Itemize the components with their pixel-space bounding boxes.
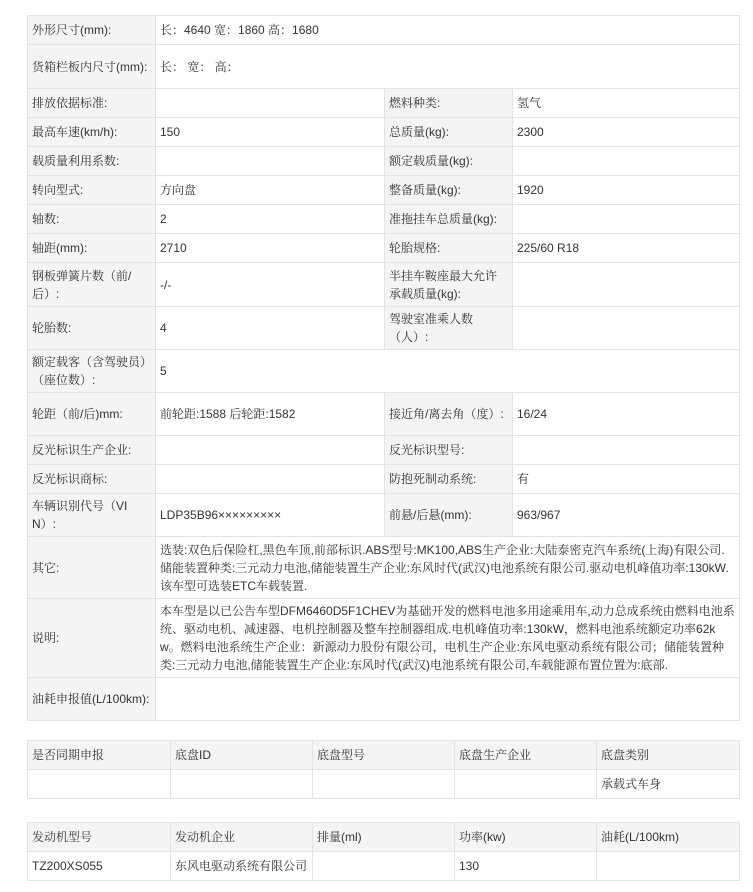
engine-header-cell: 油耗(L/100km) (597, 823, 740, 852)
wheelbase-label: 轴距(mm): (28, 234, 156, 263)
engine-header-cell: 发动机型号 (28, 823, 171, 852)
spec-row (28, 89, 740, 118)
overhang-value: 963/967 (513, 494, 740, 537)
wheelbase-value: 2710 (156, 234, 385, 263)
maxspeed-value: 150 (156, 118, 385, 147)
spec-row-fuel-consumption (28, 678, 740, 721)
description-label: 说明: (28, 599, 156, 678)
engine-cell: TZ200XS055 (28, 852, 171, 881)
spec-row-dimensions (28, 16, 740, 45)
seats-label: 额定载客（含驾驶员）（座位数）: (28, 350, 156, 393)
chassis-cell (28, 770, 171, 799)
engine-cell: 东风电驱动系统有限公司 (171, 852, 313, 881)
chassis-cell (313, 770, 455, 799)
seats-value: 5 (156, 350, 740, 393)
reflbrand-label: 反光标识商标: (28, 465, 156, 494)
totalmass-label: 总质量(kg): (385, 118, 513, 147)
cab-value (513, 307, 740, 350)
overhang-label: 前悬/后悬(mm): (385, 494, 513, 537)
reflmaker-value (156, 436, 385, 465)
abs-label: 防抱死制动系统: (385, 465, 513, 494)
angle-label: 接近角/离去角（度）: (385, 393, 513, 436)
chassis-header-cell: 底盘型号 (313, 741, 455, 770)
spec-row (28, 350, 740, 393)
vehicle-spec-table (27, 15, 740, 721)
other-label: 其它: (28, 537, 156, 599)
fuelcons-label: 油耗申报值(L/100km): (28, 678, 156, 721)
engine-cell (313, 852, 455, 881)
reflmodel-value (513, 436, 740, 465)
chassis-data-row (28, 770, 740, 799)
fuel-value: 氢气 (513, 89, 740, 118)
spec-row (28, 494, 740, 537)
curbmass-value: 1920 (513, 176, 740, 205)
spec-row-cargo (28, 45, 740, 89)
engine-cell: 130 (455, 852, 597, 881)
track-label: 轮距（前/后)mm: (28, 393, 156, 436)
spec-row-description (28, 599, 740, 678)
fuelcons-value (156, 678, 740, 721)
other-value: 选装:双色后保险杠,黑色车顶,前部标识.ABS型号:MK100,ABS生产企业:大陆泰密克汽车系统(上海)有限公司.储能装置种类:三元动力电池,储能装置生产企业:东风时代(武汉)电池系统有限公司.驱动电机峰值功率:130kW.该车型可选装ETC车载装置. (156, 537, 740, 599)
emission-label: 排放依据标准: (28, 89, 156, 118)
tyre-value: 225/60 R18 (513, 234, 740, 263)
chassis-cell: 承载式车身 (597, 770, 740, 799)
reflmodel-label: 反光标识型号: (385, 436, 513, 465)
engine-header-row (28, 823, 740, 852)
trailer-label: 准拖挂车总质量(kg): (385, 205, 513, 234)
vin-value: LDP35B96××××××××× (156, 494, 385, 537)
emission-value (156, 89, 385, 118)
cab-label: 驾驶室准乘人数（人）: (385, 307, 513, 350)
ratedload-value (513, 147, 740, 176)
description-value: 本车型是以已公告车型DFM6460D5F1CHEV为基础开发的燃料电池多用途乘用车,动力总成系统由燃料电池系统、驱动电机、减速器、电机控制器及整车控制器组成.电机峰值功率:130kW，燃料电池系统额定功率62kw。燃料电池系统生产企业：新源动力股份有限公司，电机生产企业:东风电驱动系统有限公司；储能装置种类:三元动力电池,储能装置生产企业:东风时代(武汉)电池系统有限公司,车载能源布置位置为:底部. (156, 599, 740, 678)
spec-row (28, 465, 740, 494)
curbmass-label: 整备质量(kg): (385, 176, 513, 205)
spec-row (28, 263, 740, 307)
reflbrand-value (156, 465, 385, 494)
steering-label: 转向型式: (28, 176, 156, 205)
abs-value: 有 (513, 465, 740, 494)
spec-row-other (28, 537, 740, 599)
spec-row (28, 118, 740, 147)
spec-row (28, 436, 740, 465)
engine-table (27, 822, 740, 881)
totalmass-value: 2300 (513, 118, 740, 147)
loadutil-label: 载质量利用系数: (28, 147, 156, 176)
chassis-header-row (28, 741, 740, 770)
reflmaker-label: 反光标识生产企业: (28, 436, 156, 465)
loadutil-value (156, 147, 385, 176)
spec-row (28, 307, 740, 350)
trailer-value (513, 205, 740, 234)
tyre-label: 轮胎规格: (385, 234, 513, 263)
spec-row (28, 205, 740, 234)
dims-value: 长：4640 宽：1860 高：1680 (156, 16, 740, 45)
engine-header-cell: 功率(kw) (455, 823, 597, 852)
chassis-header-cell: 底盘类别 (597, 741, 740, 770)
spec-row (28, 176, 740, 205)
springs-label: 钢板弹簧片数（前/后）: (28, 263, 156, 307)
dims-label: 外形尺寸(mm): (28, 16, 156, 45)
fuel-label: 燃料种类: (385, 89, 513, 118)
chassis-table (27, 740, 740, 799)
spec-row (28, 234, 740, 263)
axles-label: 轴数: (28, 205, 156, 234)
chassis-cell (171, 770, 313, 799)
engine-cell (597, 852, 740, 881)
track-value: 前轮距:1588 后轮距:1582 (156, 393, 385, 436)
maxspeed-label: 最高车速(km/h): (28, 118, 156, 147)
saddle-label: 半挂车鞍座最大允许承载质量(kg): (385, 263, 513, 307)
chassis-header-cell: 底盘生产企业 (455, 741, 597, 770)
spec-row (28, 393, 740, 436)
engine-header-cell: 发动机企业 (171, 823, 313, 852)
tyrecount-value: 4 (156, 307, 385, 350)
chassis-header-cell: 底盘ID (171, 741, 313, 770)
chassis-header-cell: 是否同期申报 (28, 741, 171, 770)
engine-data-row (28, 852, 740, 881)
axles-value: 2 (156, 205, 385, 234)
spec-row (28, 147, 740, 176)
angle-value: 16/24 (513, 393, 740, 436)
chassis-cell (455, 770, 597, 799)
cargo-value: 长： 宽： 高： (156, 45, 740, 89)
saddle-value (513, 263, 740, 307)
vin-label: 车辆识别代号（VIN）: (28, 494, 156, 537)
springs-value: -/- (156, 263, 385, 307)
cargo-label: 货箱栏板内尺寸(mm): (28, 45, 156, 89)
steering-value: 方向盘 (156, 176, 385, 205)
ratedload-label: 额定载质量(kg): (385, 147, 513, 176)
tyrecount-label: 轮胎数: (28, 307, 156, 350)
engine-header-cell: 排量(ml) (313, 823, 455, 852)
